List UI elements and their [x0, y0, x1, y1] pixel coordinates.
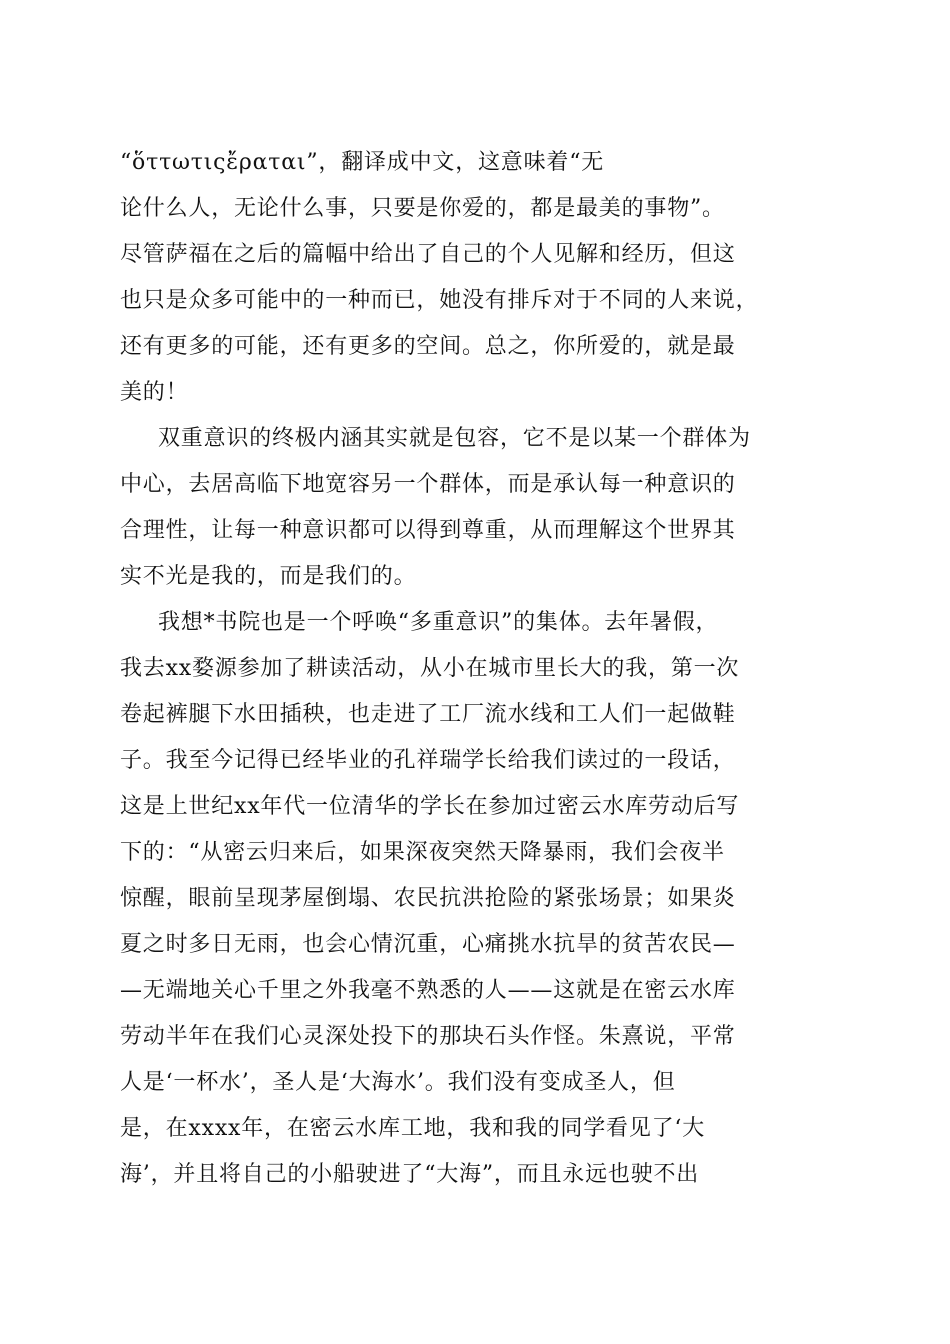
text-line: 论什么人，无论什么事，只要是你爱的，都是最美的事物”。 — [120, 196, 725, 221]
text-line: 这是上世纪xx年代一位清华的学长在参加过密云水库劳动后写 — [120, 794, 740, 819]
text-line: 劳动半年在我们心灵深处投下的那块石头作怪。朱熹说，平常 — [120, 1024, 736, 1049]
paragraph-3 — [120, 600, 825, 1198]
text-line: 卷起裤腿下水田插秧，也走进了工厂流水线和工人们一起做鞋 — [120, 702, 736, 727]
paragraph-1 — [120, 140, 825, 416]
text-line: 也只是众多可能中的一种而已，她没有排斥对于不同的人来说， — [120, 288, 759, 313]
text-line: 我去xx婺源参加了耕读活动，从小在城市里长大的我，第一次 — [120, 656, 740, 681]
text-line: 海’，并且将自己的小船驶进了“大海”，而且永远也驶不出 — [120, 1162, 700, 1187]
text-line: 人是‘一杯水’，圣人是‘大海水’。我们没有变成圣人，但 — [120, 1070, 676, 1095]
text-line: 子。我至今记得已经毕业的孔祥瑞学长给我们读过的一段话， — [120, 748, 736, 773]
text-line: 夏之时多日无雨，也会心情沉重，心痛挑水抗旱的贫苦农民— — [120, 932, 736, 957]
text-line: 双重意识的终极内涵其实就是包容，它不是以某一个群体为 — [158, 426, 751, 451]
text-line: 中心，去居高临下地宽容另一个群体，而是承认每一种意识的 — [120, 472, 736, 497]
text-line: 惊醒，眼前呈现茅屋倒塌、农民抗洪抢险的紧张场景；如果炎 — [120, 886, 736, 911]
text-line: 尽管萨福在之后的篇幅中给出了自己的个人见解和经历，但这 — [120, 242, 736, 267]
text-line: 我想*书院也是一个呼唤“多重意识”的集体。去年暑假， — [158, 610, 719, 635]
text-line: 实不光是我的，而是我们的。 — [120, 564, 417, 589]
document-body — [120, 140, 825, 1198]
text-line: 下的：“从密云归来后，如果深夜突然天降暴雨，我们会夜半 — [120, 840, 725, 865]
text-line: 美的！ — [120, 380, 189, 405]
paragraph-2 — [120, 416, 825, 600]
text-line: —无端地关心千里之外我毫不熟悉的人——这就是在密云水库 — [120, 978, 736, 1003]
text-line: 合理性，让每一种意识都可以得到尊重，从而理解这个世界其 — [120, 518, 736, 543]
text-line: 还有更多的可能，还有更多的空间。总之，你所爱的，就是最 — [120, 334, 736, 359]
text-line: 是，在xxxx年，在密云水库工地，我和我的同学看见了‘大 — [120, 1116, 706, 1141]
text-line: “ὅττωτιςἔραται”，翻译成中文，这意味着“无 — [120, 150, 605, 175]
